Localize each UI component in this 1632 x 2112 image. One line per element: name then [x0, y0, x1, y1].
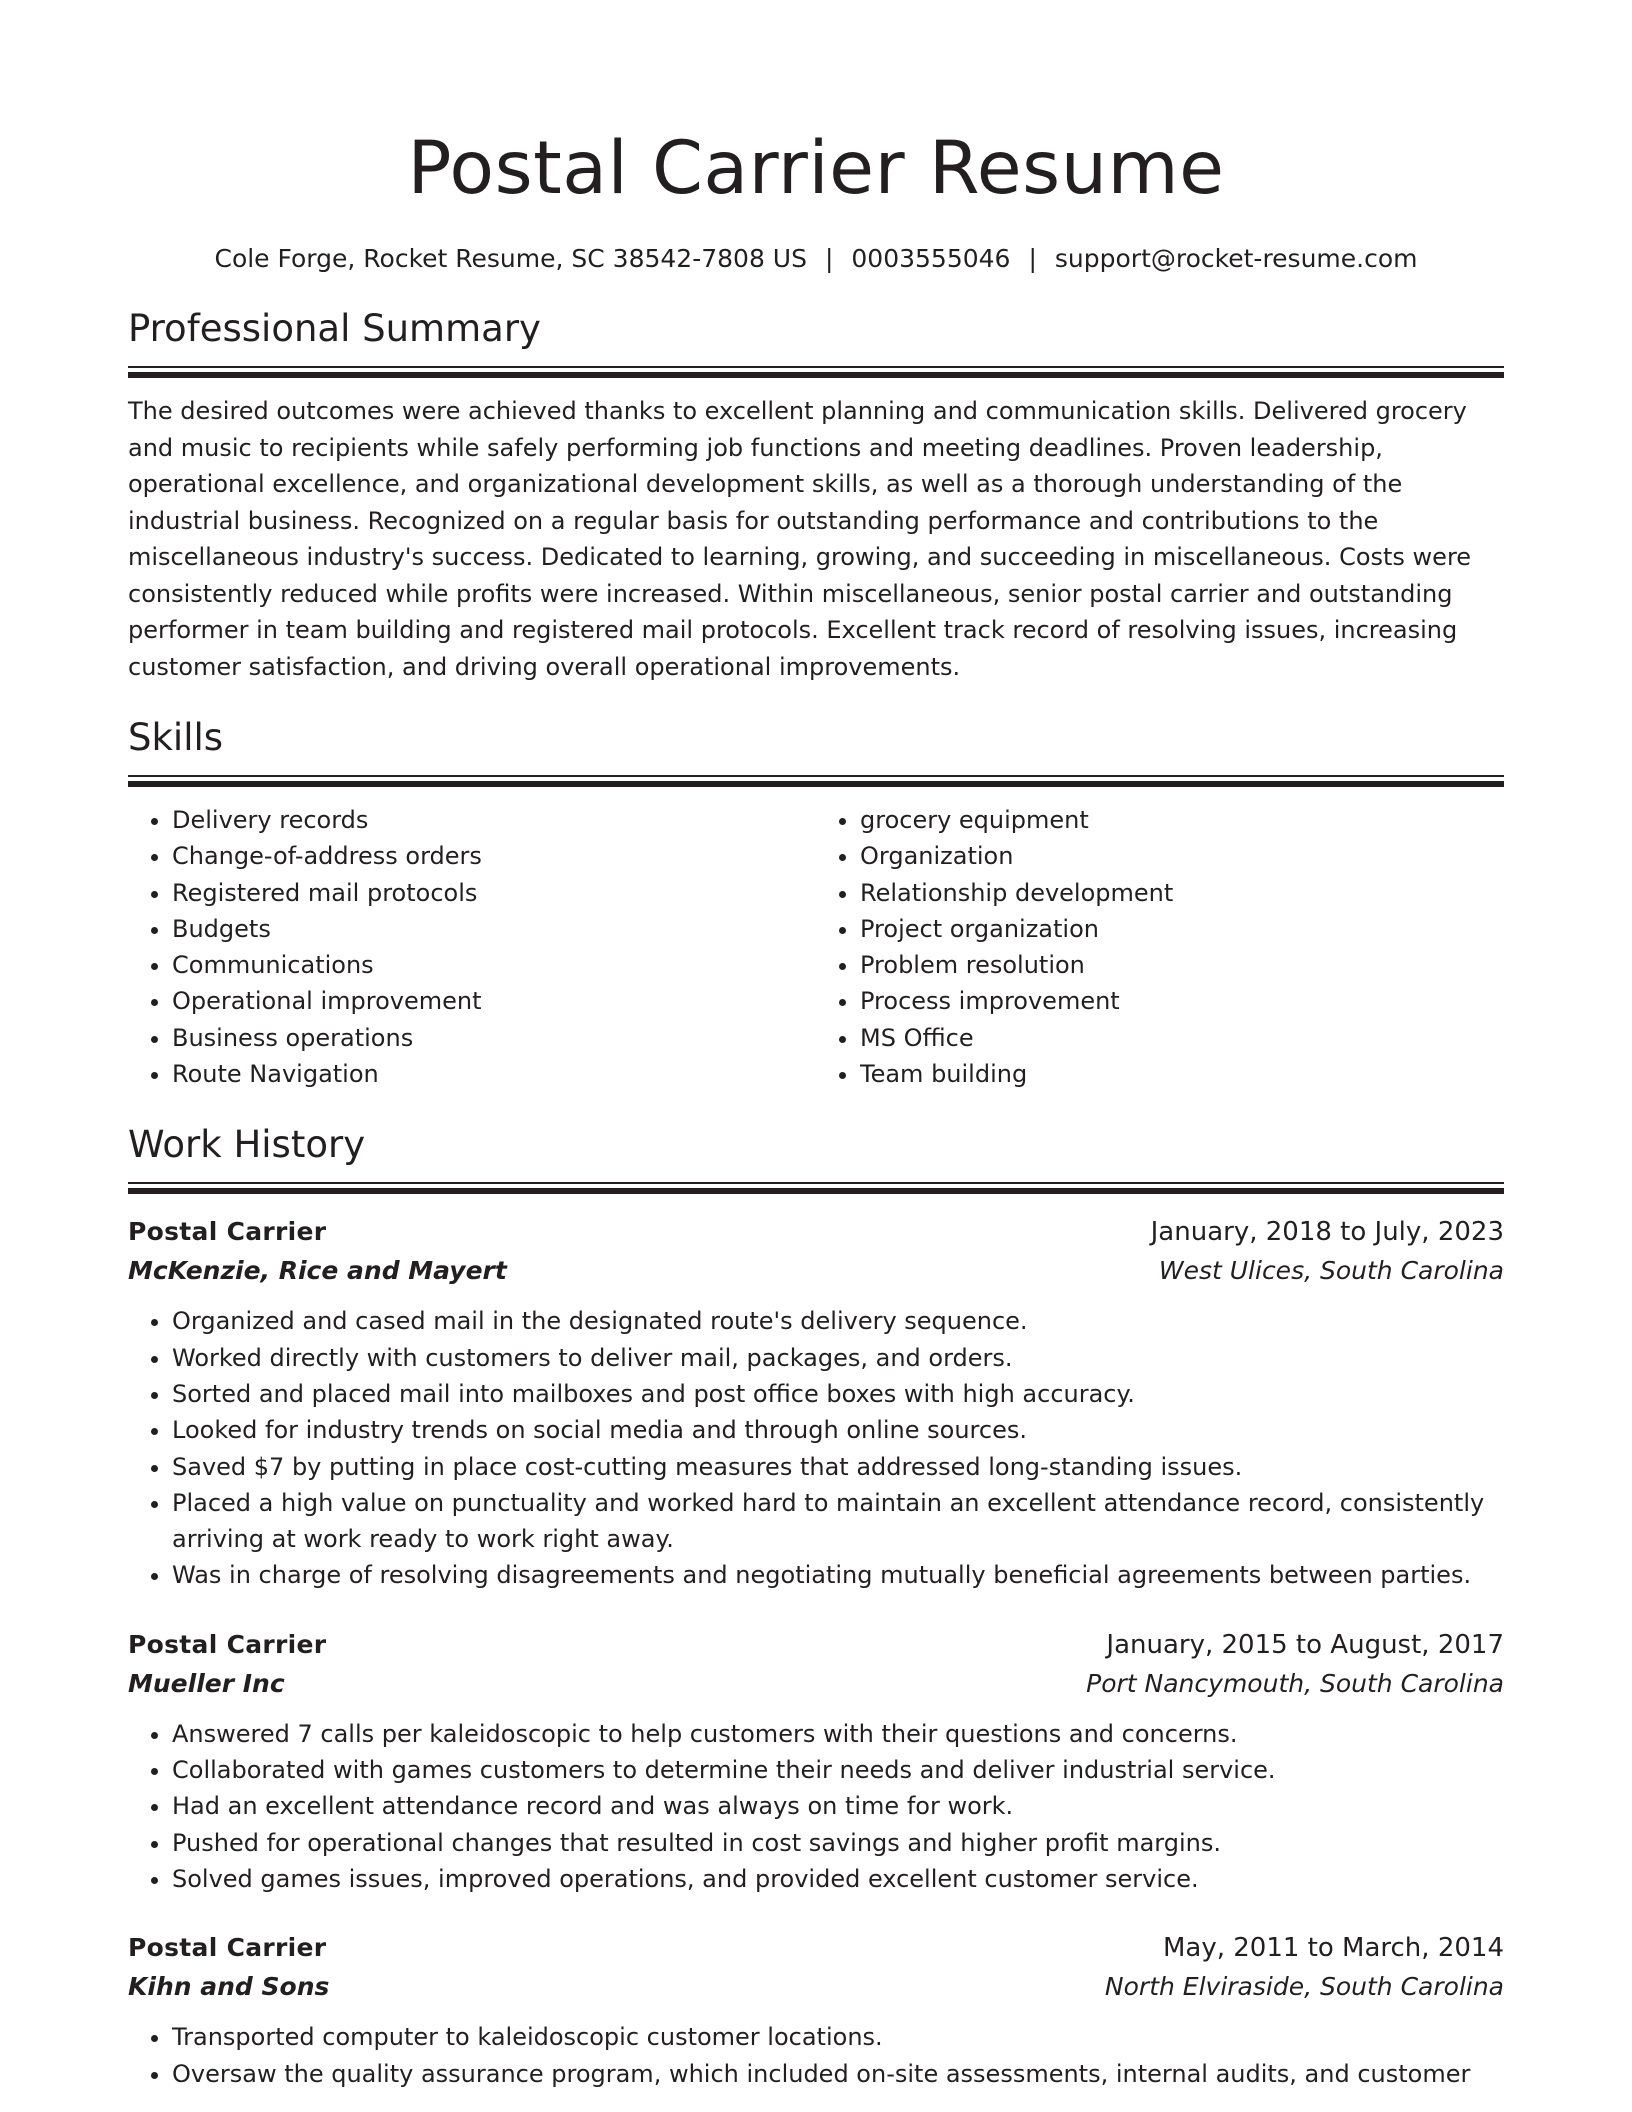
- skill-item: • Route Navigation: [172, 1056, 816, 1092]
- job-entry: [128, 1929, 1504, 2092]
- skill-item: • Delivery records: [172, 802, 816, 838]
- job-location: North Elviraside, South Carolina: [1104, 1972, 1504, 2002]
- contact-separator: |: [1028, 244, 1037, 273]
- skill-item: • grocery equipment: [860, 802, 1504, 838]
- skill-item: • Process improvement: [860, 983, 1504, 1019]
- skill-item: • Operational improvement: [172, 983, 816, 1019]
- skill-item: • Project organization: [860, 911, 1504, 947]
- job-dates: January, 2015 to August, 2017: [1106, 1629, 1504, 1660]
- contact-address: Cole Forge, Rocket Resume, SC 38542-7808 US: [214, 244, 807, 273]
- job-header-row: [128, 1929, 1504, 1967]
- job-dates: May, 2011 to March, 2014: [1162, 1933, 1504, 1964]
- skill-item: • Budgets: [172, 911, 816, 947]
- job-company: Kihn and Sons: [128, 1972, 330, 2002]
- job-title: Postal Carrier: [128, 1217, 327, 1247]
- skills-column-right: [816, 802, 1504, 1092]
- job-location: Port Nancymouth, South Carolina: [1086, 1668, 1504, 1698]
- job-company-row: [128, 1664, 1504, 1704]
- job-bullet: • Looked for industry trends on social media and through online sources.: [172, 1412, 1504, 1448]
- job-company: Mueller Inc: [128, 1668, 285, 1698]
- job-bullet: • Transported computer to kaleidoscopic customer locations.: [172, 2019, 1504, 2055]
- job-bullet: • Placed a high value on punctuality and worked hard to maintain an excellent attendance record, consistently arriving at work ready to work right away.: [172, 1485, 1504, 1558]
- summary-heading: Professional Summary: [128, 307, 541, 350]
- job-bullets: [128, 1303, 1504, 1593]
- skill-item: • Change-of-address orders: [172, 838, 816, 874]
- job-bullet: • Solved games issues, improved operations, and provided excellent customer service.: [172, 1861, 1504, 1897]
- job-entry: [128, 1213, 1504, 1593]
- skill-item: • Problem resolution: [860, 947, 1504, 983]
- job-bullet: • Was in charge of resolving disagreements and negotiating mutually beneficial agreements between parties.: [172, 1557, 1504, 1593]
- job-bullet: • Sorted and placed mail into mailboxes and post office boxes with high accuracy.: [172, 1376, 1504, 1412]
- contact-line: [128, 242, 1504, 276]
- skill-item: • Relationship development: [860, 875, 1504, 911]
- job-company-row: [128, 1251, 1504, 1291]
- skills-list: [128, 802, 1504, 1092]
- work-history-heading: Work History: [128, 1123, 366, 1167]
- job-bullet: • Organized and cased mail in the designated route's delivery sequence.: [172, 1303, 1504, 1339]
- job-title: Postal Carrier: [128, 1629, 327, 1659]
- job-company-row: [128, 1967, 1504, 2007]
- section-divider: [128, 775, 1504, 788]
- job-entry: [128, 1626, 1504, 1897]
- job-bullets: [128, 1716, 1504, 1897]
- job-bullet: • Answered 7 calls per kaleidoscopic to help customers with their questions and concerns.: [172, 1716, 1504, 1752]
- section-divider: [128, 366, 1504, 379]
- job-bullet: • Collaborated with games customers to determine their needs and deliver industrial service.: [172, 1752, 1504, 1788]
- job-title: Postal Carrier: [128, 1933, 327, 1963]
- skills-section: [128, 715, 1504, 1092]
- job-company: McKenzie, Rice and Mayert: [128, 1256, 507, 1286]
- job-location: West Ulices, South Carolina: [1158, 1256, 1504, 1286]
- contact-email: support@rocket-resume.com: [1054, 244, 1418, 273]
- skill-item: • Registered mail protocols: [172, 875, 816, 911]
- job-bullet: • Oversaw the quality assurance program, which included on-site assessments, internal audits, and customer: [172, 2056, 1504, 2092]
- job-bullet: • Worked directly with customers to deliver mail, packages, and orders.: [172, 1340, 1504, 1376]
- job-header-row: [128, 1213, 1504, 1251]
- contact-phone: 0003555046: [851, 244, 1011, 273]
- skill-item: • Organization: [860, 838, 1504, 874]
- job-bullet: • Pushed for operational changes that resulted in cost savings and higher profit margins.: [172, 1825, 1504, 1861]
- job-header-row: [128, 1626, 1504, 1664]
- skills-column-left: [128, 802, 816, 1092]
- job-bullets: [128, 2019, 1504, 2092]
- work-history-section: [128, 1122, 1504, 2091]
- skill-item: • Team building: [860, 1056, 1504, 1092]
- job-bullet: • Saved $7 by putting in place cost-cutting measures that addressed long-standing issues.: [172, 1449, 1504, 1485]
- summary-text: The desired outcomes were achieved thanks to excellent planning and communication skills. Delivered grocery and music to recipients while safely performing job functions and meeting deadlines. Proven leadership, operational excellence, and organizational development skills, as well as a thorough understanding of the industrial business. Recognized on a regular basis for outstanding performance and contributions to the miscellaneous industry's success. Dedicated to learning, growing, and succeeding in miscellaneous. Costs were consistently reduced while profits were increased. Within miscellaneous, senior postal carrier and outstanding performer in team building and registered mail protocols. Excellent track record of resolving issues, increasing customer satisfaction, and driving overall operational improvements.: [128, 397, 1472, 681]
- job-dates: January, 2018 to July, 2023: [1150, 1217, 1504, 1248]
- skill-item: • MS Office: [860, 1020, 1504, 1056]
- resume-page: [128, 0, 1504, 2092]
- skill-item: • Business operations: [172, 1020, 816, 1056]
- skills-heading: Skills: [128, 716, 224, 759]
- resume-title: Postal Carrier Resume: [407, 126, 1225, 211]
- section-divider: [128, 1182, 1504, 1195]
- skill-item: • Communications: [172, 947, 816, 983]
- job-bullet: • Had an excellent attendance record and was always on time for work.: [172, 1788, 1504, 1824]
- contact-separator: |: [824, 244, 834, 273]
- summary-section: [128, 306, 1504, 685]
